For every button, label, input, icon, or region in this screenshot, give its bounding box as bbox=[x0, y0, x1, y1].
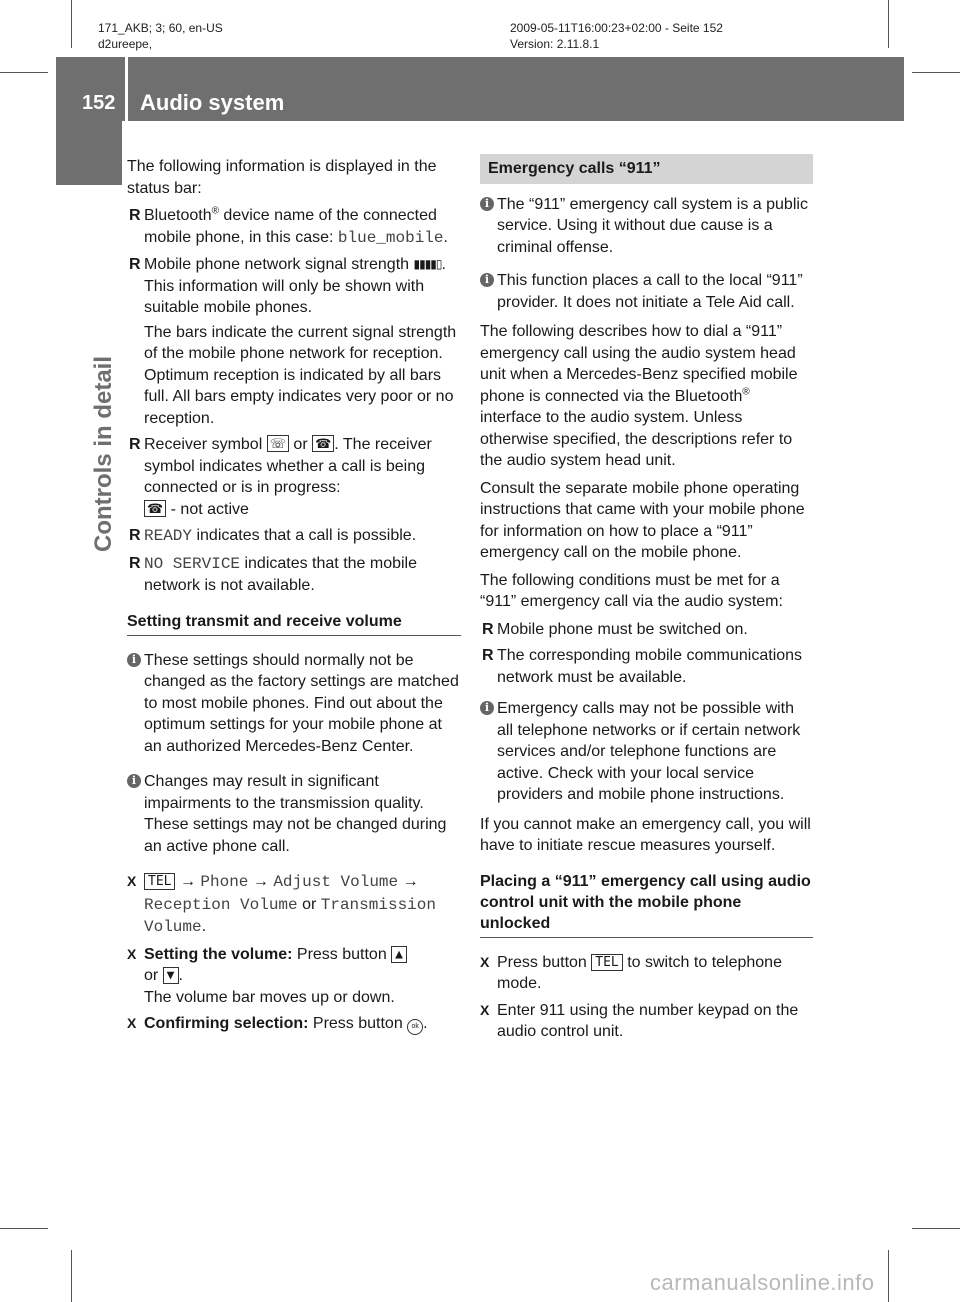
arrow-marker: X bbox=[480, 1001, 490, 1018]
instruction-step: X Setting the volume: Press button ▲ or ▼ . The volume bar moves up or down. bbox=[127, 944, 461, 1009]
info-icon: i bbox=[480, 701, 494, 715]
print-meta-right-1: 2009-05-11T16:00:23+02:00 - Seite 152 bbox=[510, 21, 723, 35]
bullet-marker: R bbox=[129, 436, 141, 453]
bullet-marker: R bbox=[129, 527, 141, 544]
bullet-marker: R bbox=[482, 620, 494, 638]
print-meta-left-1: 171_AKB; 3; 60, en-US bbox=[98, 21, 223, 35]
print-meta-right-2: Version: 2.11.8.1 bbox=[510, 37, 600, 51]
info-note: i This function places a call to the local “911” provider. It does not initiate a Tele Aid call. bbox=[480, 270, 813, 313]
down-button-icon: ▼ bbox=[163, 967, 179, 984]
arrow-marker: X bbox=[127, 873, 137, 889]
instruction-step: X Press button TEL to switch to telephone mode. bbox=[480, 953, 782, 992]
bullet-marker: R bbox=[482, 647, 494, 664]
list-item: R NO SERVICE indicates that the mobile network is not available. bbox=[129, 554, 418, 594]
instruction-step: X Confirming selection: Press button ok . bbox=[127, 1013, 461, 1035]
tel-key-icon: TEL bbox=[591, 954, 622, 971]
info-note: i These settings should normally not be changed as the factory settings are matched to most mobile phones. Find out about the optimum settings for your mobile phone at an authorized Mercedes-Benz Center. bbox=[127, 650, 461, 758]
info-note: i Emergency calls may not be possible with all telephone networks or if certain network services and/or telephone functions are active. Check with your local service providers and mobile phone instructions. bbox=[480, 698, 813, 806]
instruction-step: X Enter 911 using the number keypad on the audio control unit. bbox=[480, 1001, 799, 1040]
info-icon: i bbox=[127, 774, 141, 788]
info-icon: i bbox=[480, 273, 494, 287]
page-title: Audio system bbox=[140, 90, 285, 115]
section-heading-placing-call: Placing a “911” emergency call using audio control unit with the mobile phone unlocked bbox=[480, 871, 813, 938]
status-bar-intro: The following information is displayed in the status bar: bbox=[127, 158, 437, 197]
bullet-marker: R bbox=[129, 554, 141, 572]
crop-mark bbox=[888, 0, 889, 48]
arrow-marker: X bbox=[127, 1015, 137, 1031]
ok-button-icon: ok bbox=[407, 1019, 423, 1035]
menu-phone: Phone bbox=[200, 873, 249, 891]
signal-strength-icon: ▮▮▮▮▯ bbox=[413, 257, 442, 271]
right-column bbox=[480, 154, 813, 1048]
crop-mark bbox=[912, 1228, 960, 1229]
header-separator bbox=[125, 57, 128, 121]
list-item: R Receiver symbol ☏ or ☎ . The receiver symbol indicates whether a call is being connected or is in progress: ☎ - not active bbox=[129, 436, 432, 518]
arrow-marker: X bbox=[127, 945, 137, 962]
receiver-off-icon: ☎ bbox=[312, 435, 334, 452]
menu-adjust-volume: Adjust Volume bbox=[273, 873, 399, 891]
section-tab bbox=[90, 232, 130, 552]
section-tab-block bbox=[56, 121, 122, 185]
page-number: 152 bbox=[82, 92, 116, 114]
info-note: i The “911” emergency call system is a public service. Using it without due cause is a criminal offense. bbox=[480, 194, 813, 259]
info-note: i Changes may result in significant impairments to the transmission quality. These settings may not be changed during an active phone call. bbox=[127, 771, 461, 857]
watermark: carmanualsonline.info bbox=[650, 1270, 875, 1295]
crop-mark bbox=[888, 1250, 889, 1302]
info-icon: i bbox=[480, 197, 494, 211]
section-heading-emergency: Emergency calls “911” bbox=[480, 154, 813, 184]
bullet-marker: R bbox=[129, 207, 141, 224]
crop-mark bbox=[71, 0, 72, 48]
menu-reception-volume: Reception Volume bbox=[144, 895, 298, 914]
left-column bbox=[127, 156, 461, 1040]
crop-mark bbox=[0, 72, 48, 73]
tel-key-icon: TEL bbox=[144, 873, 175, 890]
section-heading-volume: Setting transmit and receive volume bbox=[127, 611, 461, 636]
paragraph: Consult the separate mobile phone operating instructions that came with your mobile phone for information on how to place a “911” emergency call on the mobile phone. bbox=[480, 479, 805, 561]
crop-mark bbox=[0, 1228, 48, 1229]
list-item: R Bluetooth® device name of the connected mobile phone, in this case: blue_mobile. bbox=[129, 205, 448, 247]
ready-code: READY bbox=[144, 527, 193, 545]
instruction-step: X TEL → Phone → Adjust Volume → Reception Volume or Transmission Volume. bbox=[127, 873, 436, 936]
section-tab-label: Controls in detail bbox=[90, 355, 117, 552]
no-service-code: NO SERVICE bbox=[144, 554, 241, 573]
list-item: R Mobile phone network signal strength ▮▮▮▮▯. This information will only be shown with suitable mobile phones. The bars indicate the current signal strength of the mobile phone network for reception. Optimum reception is indicated by all bars full. All bars empty indicates very poor or no reception. bbox=[129, 256, 457, 427]
menu-transmission-volume: Transmission Volume bbox=[144, 895, 436, 936]
receiver-on-icon: ☏ bbox=[267, 435, 289, 452]
paragraph: The following describes how to dial a “911” emergency call using the audio system head unit when a Mercedes-Benz specified mobile phone is connected via the Bluetooth® interface to the audio system. Unless otherwise specified, the descriptions refer to the audio system head unit. bbox=[480, 323, 798, 469]
list-item: R The corresponding mobile communications network must be available. bbox=[482, 647, 803, 686]
list-item: R READY indicates that a call is possible. bbox=[129, 527, 417, 545]
crop-mark bbox=[912, 72, 960, 73]
arrow-marker: X bbox=[480, 953, 490, 970]
receiver-off-icon: ☎ bbox=[144, 500, 166, 517]
print-meta-left-2: d2ureepe, bbox=[98, 37, 153, 51]
info-icon: i bbox=[127, 653, 141, 667]
list-item: R Mobile phone must be switched on. bbox=[480, 619, 813, 641]
paragraph: The following conditions must be met for a “911” emergency call via the audio system: bbox=[480, 571, 783, 610]
crop-mark bbox=[71, 1250, 72, 1302]
device-name-code: blue_mobile bbox=[337, 228, 444, 247]
bullet-marker: R bbox=[129, 256, 141, 273]
up-button-icon: ▲ bbox=[391, 946, 407, 963]
paragraph: If you cannot make an emergency call, you will have to initiate rescue measures yourself. bbox=[480, 815, 811, 854]
